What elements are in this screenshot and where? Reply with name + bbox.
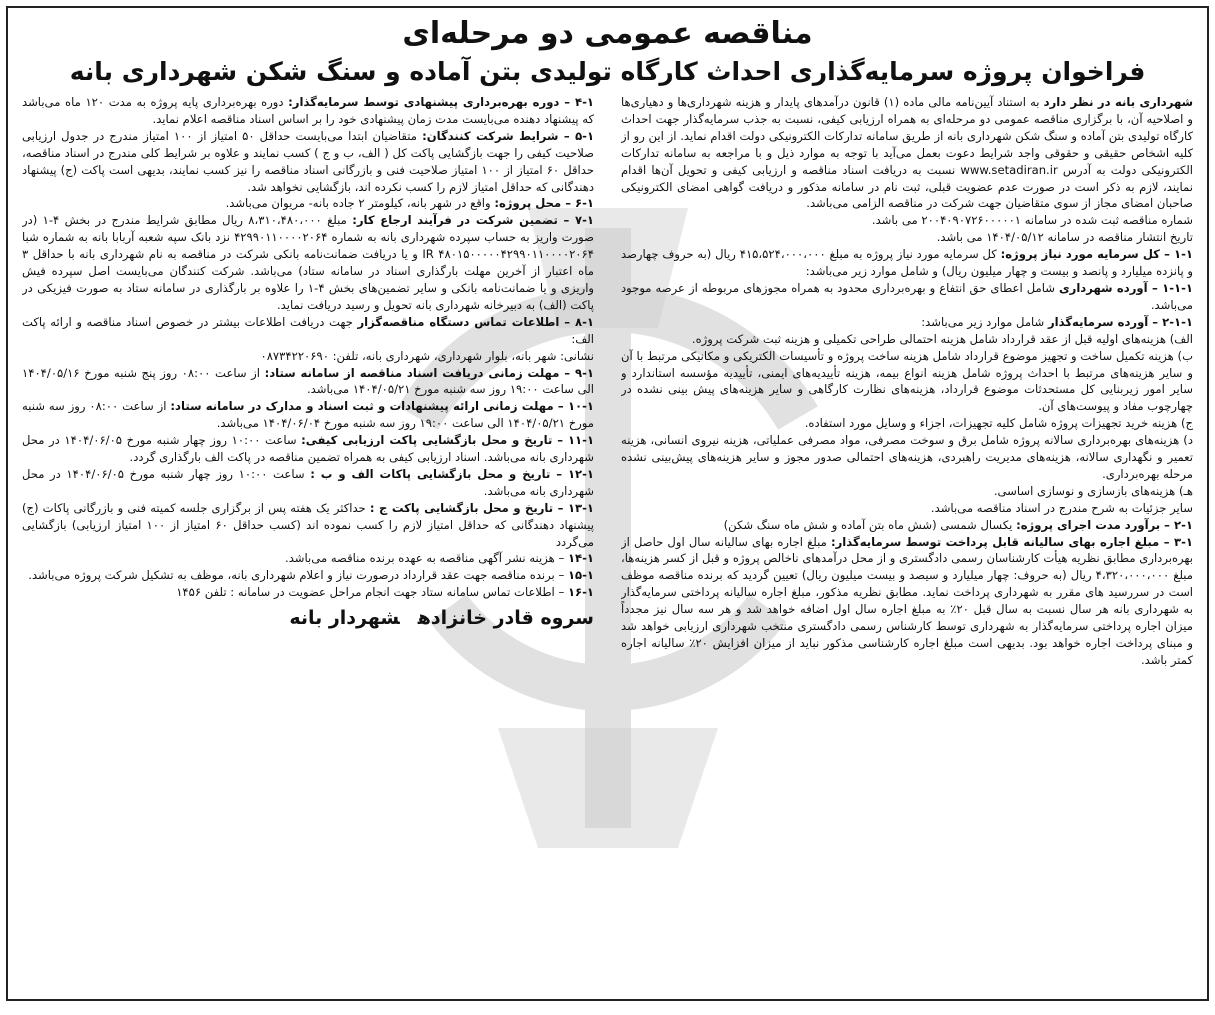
section-2-1-1-title: ۲-۱-۱ – آورده سرمایه‌گذار xyxy=(1047,314,1193,329)
section-7-1-title: ۷-۱ – تضمین شرکت در فرآیند ارجاع کار: xyxy=(352,213,594,228)
section-14-1 xyxy=(22,550,594,567)
list-item-b: ب) هزینه تکمیل ساخت و تجهیز موضوع قرارداد شامل هزینه ساخت پروژه و تأسیسات الکتریکی و مکانیکی مرتبط با آن و سایر هزینه‌های مرتبط با احداث پروژه شامل هزینه انواع بیمه، هزینه تأییدیه‌های ایمنی، تأییدیه مؤسسه استاندارد و سایر امور زیربنایی کل مستحدثات موضوع قرارداد، هزینه‌های نظارت کارگاهی و سایر هزینه‌های پیش بینی نشده در چهارچوب مفاد و پیوست‌های آن. xyxy=(621,348,1193,414)
section-1-1-1-text: شامل اعطای حق انتفاع و بهره‌برداری محدود به همراه مجوزهای مربوطه از عرصه موجود می‌باشد. xyxy=(621,280,1193,312)
section-10-1 xyxy=(22,398,594,432)
right-column xyxy=(621,94,1193,669)
section-14-1-title: ۱۴-۱ xyxy=(567,551,594,566)
section-8-1 xyxy=(22,314,594,348)
section-5-1-text: متقاضیان ابتدا می‌بایست حداقل ۵۰ امتیاز از ۱۰۰ امتیاز مندرج در جدول ارزیابی صلاحیت کیفی را جهت بازگشایی پاکت کل ( الف، ب و ج ) کسب نمایند و علاوه بر شرایط کلی مندرج در اسناد مناقصه، حداقل ۶۰ امتیاز از ۱۰۰ امتیاز صلاحیت فنی و بازرگانی اسناد مناقصه را نیز کسب نمایند، بدیهی است پاکت (ج) پیشنهاد دهندگانی که حداقل امتیاز لازم را کسب نکرده اند، بازگشایی نخواهد شد. xyxy=(22,128,594,194)
section-2-1-1 xyxy=(621,314,1193,331)
page-subtitle: فراخوان پروژه سرمایه‌گذاری احداث کارگاه تولیدی بتن آماده و سنگ شکن شهرداری بانه xyxy=(69,57,1146,86)
signature-name: سروه قادر خانزاده xyxy=(417,607,594,630)
page-title: مناقصه عمومی دو مرحله‌ای xyxy=(402,16,813,51)
section-12-1 xyxy=(22,466,594,500)
contact-address: نشانی: شهر بانه، بلوار شهرداری، شهرداری بانه، تلفن: ۰۸۷۳۴۲۲۰۶۹۰ xyxy=(260,348,594,363)
section-13-1 xyxy=(22,500,594,551)
section-12-1-title: ۱۲-۱ – تاریخ و محل بازگشایی پاکات الف و ب : xyxy=(310,466,594,481)
section-14-1-text: – هزینه نشر آگهی مناقصه به عهده برنده مناقصه می‌باشد. xyxy=(285,551,565,566)
section-6-1 xyxy=(22,195,594,212)
section-13-1-text: حداکثر یک هفته پس از برگزاری جلسه کمیته فنی و بازرگانی پاکات (ج) پیشنهاد دهندگانی که حداقل امتیاز لازم را کسب نموده اند (کسب حداقل ۶۰ امتیاز از ۱۰۰ امتیاز ارزیابی) بازگشایی می‌گردد xyxy=(22,500,594,549)
section-2-1-text: یکسال شمسی (شش ماه بتن آماده و شش ماه سنگ شکن) xyxy=(723,517,1013,532)
left-column xyxy=(22,94,594,669)
list-item-e: هـ) هزینه‌های بازسازی و نوسازی اساسی. xyxy=(993,483,1193,498)
section-1-1-1-title: ۱-۱-۱ – آورده شهرداری xyxy=(1059,280,1193,295)
section-1-1-1 xyxy=(621,280,1193,314)
list-item-d: د) هزینه‌های بهره‌برداری سالانه پروژه شامل برق و سوخت مصرفی، مواد مصرفی عملیاتی، هزینه نیروی انسانی، هزینه تعمیر و نگهداری سالانه، هزینه‌های مدیریت راهبردی، هزینه‌های احتمالی صدور مجوز و سایر هزینه‌های پیش‌بینی نشده مرحله بهره‌برداری. xyxy=(621,433,1193,481)
section-10-1-text: از ساعت ۰۸:۰۰ روز سه شنبه مورخ ۱۴۰۴/۰۵/۲۱ الی ساعت ۱۹:۰۰ روز سه شنبه مورخ ۱۴۰۴/۰۶/۰۴ می‌باشد. xyxy=(22,399,594,431)
section-3-1-title: ۳-۱ – مبلغ اجاره بهای سالیانه قابل پرداخت توسط سرمایه‌گذار: xyxy=(830,534,1193,549)
section-7-1-text: مبلغ ۸،۳۱۰،۴۸۰،۰۰۰ ریال مطابق شرایط مندرج در بخش ۴-۱ (در صورت واریز به حساب سپرده شهرداری بانه به شماره ۴۲۹۹۰۱۱۰۰۰۰۲۰۶۴ نزد بانک سپه شعبه آربابا بانه به شماره شبا IR ۴۸۰۱۵۰۰۰۰۰۴۲۹۹۰۱۱۰۰۰۰۲۰۶۴ و یا دریافت ضمانت‌نامه بانکی شرکت در مناقصه به نام شهرداری بانه با حداقل ۳ ماه اعتبار از آخرین مهلت بارگذاری اسناد در سامانه ستاد) می‌باشد. شرکت کنندگان می‌بایست اصل سپرده فیش واریزی و یا ضمانت‌نامه بانکی و سایر تضمین‌های بخش ۴-۱ را علاوه بر بارگذاری در سامانه ستاد به صورت فیزیکی در پاکت (الف) به دبیرخانه شهرداری بانه تحویل و رسید دریافت نماید. xyxy=(22,213,594,312)
section-9-1-text: از ساعت ۰۸:۰۰ روز پنج شنبه مورخ ۱۴۰۴/۰۵/۱۶ الی ساعت ۱۹:۰۰ روز سه شنبه مورخ ۱۴۰۴/۰۵/۲۱ می‌باشد. xyxy=(22,365,594,397)
section-4-1-text: دوره بهره‌برداری پایه پروژه به مدت ۱۲۰ ماه می‌باشد که پیشنهاد دهنده می‌بایست مدت زمان پیشنهادی خود را بر اساس اسناد مناقصه اعلام نماید. xyxy=(22,95,594,126)
section-4-1 xyxy=(22,94,594,128)
section-5-1-title: ۵-۱ – شرایط شرکت کنندگان: xyxy=(422,128,594,143)
intro-lead: شهرداری بانه در نظر دارد xyxy=(1043,95,1193,109)
section-7-1 xyxy=(22,212,594,313)
section-15-1-text: – برنده مناقصه جهت عقد قرارداد درصورت نیاز و اعلام شهرداری بانه، موظف به تشکیل شرکت پروژه می‌باشد. xyxy=(28,568,565,583)
section-6-1-title: ۶-۱ – محل پروژه: xyxy=(494,196,594,211)
section-13-1-title: ۱۳-۱ – تاریخ و محل بازگشایی پاکت ج : xyxy=(369,500,594,515)
section-1-1-text: کل سرمایه مورد نیاز پروژه به مبلغ ۴۱۵،۵۲۴،۰۰۰،۰۰۰ ریال (به حروف چهارصد و پانزده میلیارد و پانصد و بیست و چهار میلیون ریال) و شامل موارد زیر می‌باشد: xyxy=(621,247,1193,279)
intro-paragraph xyxy=(621,94,1193,212)
intro-text: به استناد آیین‌نامه مالی ماده (۱) قانون درآمدهای پایدار و هزینه شهرداری‌ها و دهیاری‌ها و اصلاحیه آن، با برگزاری مناقصه عمومی دو مرحله‌ای به همراه ارزیابی کیفی، نسبت به جذب سرمایه‌گذار جهت احداث کارگاه تولیدی بتن آماده و سنگ شکن شهرداری بانه از طریق سامانه تدارکات الکترونیکی دولت اقدام نماید. از این رو از کلیه اشخاص حقیقی و حقوقی واجد شرایط دعوت بعمل می‌آید با توجه به موارد ذیل و با مراجعه به سامانه تدارکات الکترونیکی دولت به آدرس www.setadiran.ir نسبت به دریافت اسناد مناقصه و ارزیابی کیفی و تحویل آن‌ها اقدام نمایند، لازم به ذکر است در صورت عدم عضویت قبلی، ثبت نام در سامانه مذکور و دریافت گواهی امضای الکترونیکی صاحبان امضای مجاز از سوی متقاضیان جهت شرکت در مناقصه الزامی می‌باشد. xyxy=(621,95,1193,211)
tender-number: شماره مناقصه ثبت شده در سامانه ۲۰۰۴۰۹۰۷۲۶۰۰۰۰۰۱ می باشد. xyxy=(871,213,1193,228)
section-2-1 xyxy=(621,517,1193,534)
section-12-1-text: ساعت ۱۰:۰۰ روز چهار شنبه مورخ ۱۴۰۴/۰۶/۰۵ در محل شهرداری بانه می‌باشد. xyxy=(22,466,594,498)
section-11-1 xyxy=(22,432,594,466)
section-8-1-text: جهت دریافت اطلاعات بیشتر در خصوص اسناد مناقصه و ارائه پاکت الف: xyxy=(22,314,594,346)
section-16-1-text: – اطلاعات تماس سامانه ستاد جهت انجام مراحل عضویت در سامانه : تلفن ۱۴۵۶ xyxy=(176,585,565,600)
section-9-1 xyxy=(22,365,594,399)
section-2-1-title: ۲-۱ – برآورد مدت اجرای پروژه: xyxy=(1016,517,1193,532)
section-8-1-title: ۸-۱ – اطلاعات تماس دستگاه مناقصه‌گزار xyxy=(357,314,594,329)
section-6-1-text: واقع در شهر بانه، کیلومتر ۲ جاده بانه- مریوان می‌باشد. xyxy=(225,196,491,211)
section-16-1-title: ۱۶-۱ xyxy=(567,585,594,600)
section-15-1 xyxy=(22,567,594,584)
section-10-1-title: ۱۰-۱ – مهلت زمانی ارائه پیشنهادات و ثبت اسناد و مدارک در سامانه ستاد: xyxy=(170,399,594,414)
section-3-1 xyxy=(621,534,1193,669)
publish-date: تاریخ انتشار مناقصه در سامانه ۱۴۰۴/۰۵/۱۲ می باشد. xyxy=(936,230,1193,245)
section-1-1-title: ۱-۱ – کل سرمایه مورد نیاز پروژه: xyxy=(1000,247,1193,262)
section-3-1-text: مبلغ اجاره بهای سالیانه سال اول حاصل از بهره‌برداری مطابق نظریه هیأت کارشناسان رسمی دادگستری و از محل درآمدهای ناخالص پروژه و قبل از کسر هزینه‌ها، مبلغ ۴،۳۲۰،۰۰۰،۰۰۰ ریال (به حروف: چهار میلیارد و سیصد و بیست میلیون ریال) تعیین گردید که برنده مناقصه موظف است در سررسید های مقرر به شهرداری پرداخت نماید. مطابق نظریه مذکور، مبلغ اجاره سالیانه پرداختی سرمایه‌گذار به شهرداری بانه هر سال نسبت به سال قبل ۲۰٪ به مبلغ اجاره سال اول اضافه خواهد شد و هر سه سال نیز مجدداً میزان اجاره پرداختی سرمایه‌گذار به شهرداری توسط کارشناس رسمی دادگستری منتخب شهرداری ارزیابی خواهد شد و مبنای پرداخت اجاره خواهد بود. بدیهی است مبلغ اجاره کارشناسی مذکور نباید از میزان افزایش ۲۰٪ سالیانه اجاره کمتر باشد. xyxy=(621,534,1193,667)
section-2-1-1-text: شامل موارد زیر می‌باشد: xyxy=(921,314,1045,329)
list-item-c: ج) هزینه خرید تجهیزات پروژه شامل کلیه تجهیزات، اجزاء و وسایل مورد استفاده. xyxy=(804,416,1193,431)
signature-block xyxy=(22,605,594,631)
section-11-1-text: ساعت ۱۰:۰۰ روز چهار شنبه مورخ ۱۴۰۴/۰۶/۰۵ در محل شهرداری بانه می‌باشد. اسناد ارزیابی کیفی به همراه تضمین مناقصه در پاکت الف بارگذاری گردد. xyxy=(22,433,594,465)
list-item-a: الف) هزینه‌های اولیه قبل از عقد قرارداد شامل هزینه احتمالی طراحی تکمیلی و هزینه ثبت شرکت پروژه. xyxy=(691,331,1193,346)
section-1-1 xyxy=(621,246,1193,280)
section-4-1-title: ۴-۱ – دوره بهره‌برداری پیشنهادی توسط سرمایه‌گذار: xyxy=(288,95,594,109)
section-11-1-title: ۱۱-۱ – تاریخ و محل بازگشایی پاکت ارزیابی کیفی: xyxy=(301,433,594,448)
section-5-1 xyxy=(22,128,594,196)
signature-role: شهردار بانه xyxy=(289,607,400,630)
section-9-1-title: ۹-۱ – مهلت زمانی دریافت اسناد مناقصه از سامانه ستاد: xyxy=(264,365,594,380)
tender-notice-page xyxy=(6,6,1209,1001)
section-15-1-title: ۱۵-۱ xyxy=(567,568,594,583)
other-details: سایر جزئیات به شرح مندرج در اسناد مناقصه می‌باشد. xyxy=(930,500,1193,515)
section-16-1 xyxy=(22,584,594,601)
